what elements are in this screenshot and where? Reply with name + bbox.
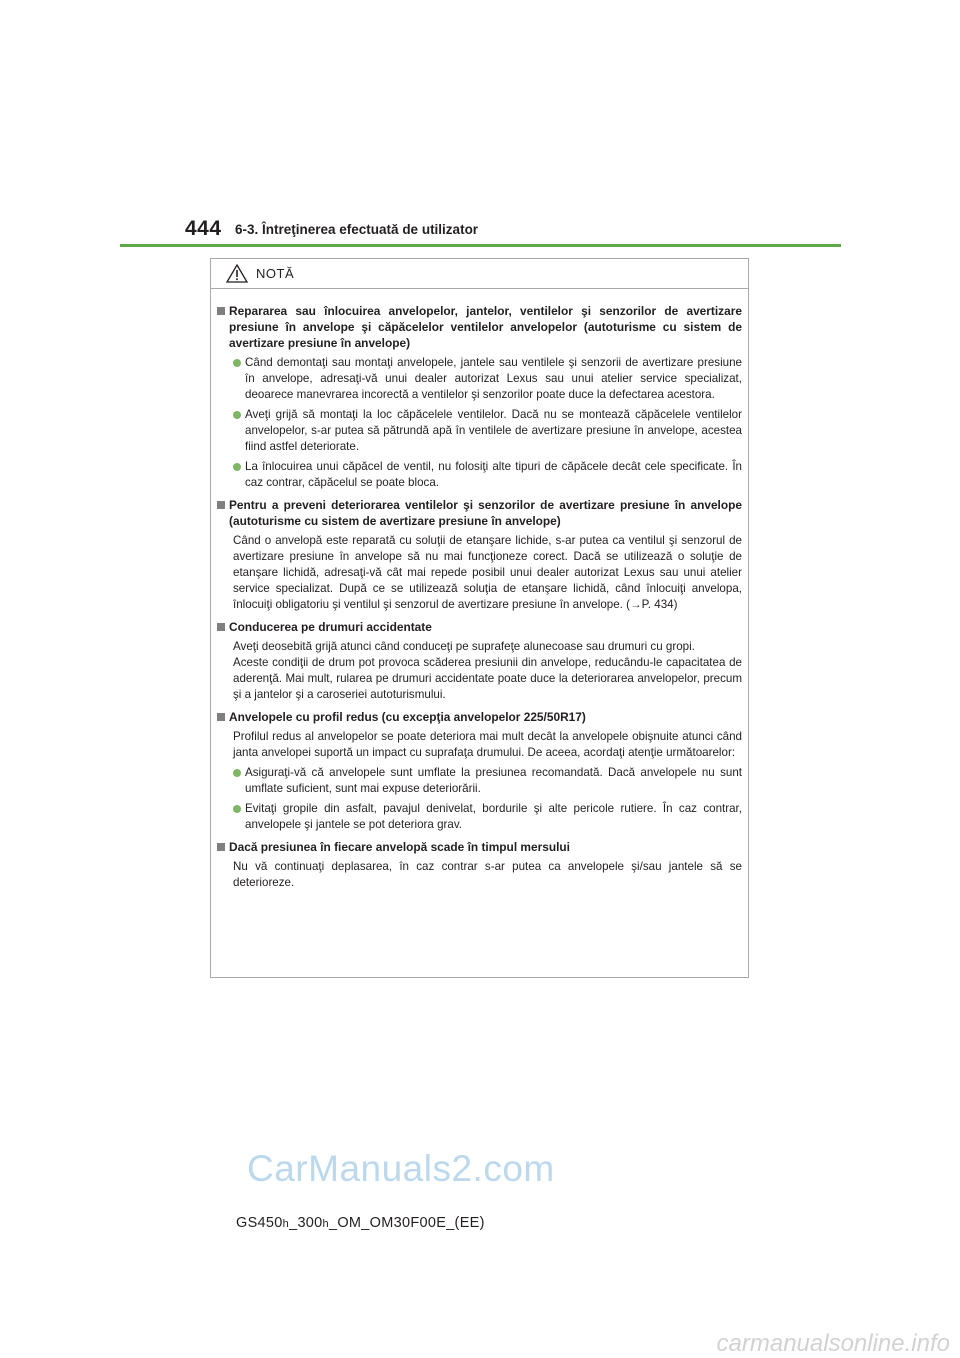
bullet-text: Când demontaţi sau montaţi anvelopele, jantele sau ventilele şi senzorii de avertizare presiune în anvelope, adresaţi-vă unui dealer autorizat Lexus sau unui atelier service specializat, deoarece manevrarea incorectă a ventilelor şi senzorilor poate duce la defectarea acestora.	[245, 356, 742, 401]
section-heading	[217, 619, 742, 635]
section-heading	[217, 709, 742, 725]
footer-code-h2: h	[322, 1218, 329, 1230]
round-bullet-icon	[233, 769, 241, 777]
section-heading-text: Conducerea pe drumuri accidentate	[229, 620, 432, 634]
round-bullet-icon	[233, 805, 241, 813]
section-heading-text: Repararea sau înlocuirea anvelopelor, jantelor, ventilelor şi senzorilor de avertizare presiune în anvelope şi căpăcelelor ventilelor anvelopelor (autoturisme cu sistem de avertizare presiune în anvelope)	[229, 304, 742, 350]
bullet-item	[233, 355, 742, 403]
notice-box	[210, 258, 749, 978]
bullet-item	[233, 459, 742, 491]
footer-code-prefix: GS450	[236, 1215, 283, 1231]
bullet-text: Aveţi grijă să montaţi la loc căpăcelele ventilelor. Dacă nu se montează căpăcelele ventilelor anvelopelor, s-ar putea să pătrundă apă în ventilele de avertizare presiune în anvelope, acestea fiind astfel deteriorate.	[245, 408, 742, 453]
square-bullet-icon	[217, 623, 225, 631]
square-bullet-icon	[217, 501, 225, 509]
page-number: 444	[185, 217, 222, 240]
notice-header	[211, 259, 748, 289]
section-paragraph: Aceste condiţii de drum pot provoca scăderea presiunii din anvelope, reducându-le capacitatea de aderenţă. Mai mult, rularea pe drumuri accidentate poate duce la deteriorarea anvelopelor, precum şi a jantelor şi a caroseriei autoturismului.	[233, 656, 742, 701]
section-heading-text: Pentru a preveni deteriorarea ventilelor şi senzorilor de avertizare presiune în anvelope (autoturisme cu sistem de avertizare presiune în anvelope)	[229, 498, 742, 528]
square-bullet-icon	[217, 713, 225, 721]
notice-body	[211, 289, 748, 891]
notice-section	[217, 839, 742, 891]
square-bullet-icon	[217, 307, 225, 315]
round-bullet-icon	[233, 463, 241, 471]
watermark-main: CarManuals2.com	[247, 1148, 555, 1189]
warning-triangle-icon	[226, 264, 248, 283]
square-bullet-icon	[217, 843, 225, 851]
section-heading-text: Dacă presiunea în fiecare anvelopă scade în timpul mersului	[229, 840, 570, 854]
bullet-item	[233, 801, 742, 833]
notice-section	[217, 303, 742, 491]
watermark-bottom: carmanualsonline.info	[716, 1330, 950, 1357]
footer-code-h1: h	[282, 1218, 290, 1230]
round-bullet-icon	[233, 411, 241, 419]
bullet-list	[217, 355, 742, 491]
bullet-text: Evitaţi gropile din asfalt, pavajul denivelat, bordurile şi alte pericole rutiere. În caz contrar, anvelopele şi jantele se pot deteriora grav.	[245, 802, 742, 831]
bullet-list	[217, 765, 742, 833]
section-paragraph: Profilul redus al anvelopelor se poate deteriora mai mult decât la anvelopele obişnuite atunci când janta anvelopei suportă un impact cu suprafaţa drumului. De aceea, acordaţi atenţie următoarelor:	[233, 730, 742, 759]
section-paragraph: Nu vă continuaţi deplasarea, în caz contrar s-ar putea ca anvelopele şi/sau jantele să se deterioreze.	[233, 860, 742, 889]
section-heading	[217, 497, 742, 529]
bullet-item	[233, 765, 742, 797]
bullet-text: La înlocuirea unui căpăcel de ventil, nu folosiţi alte tipuri de căpăcele decât cele specificate. În caz contrar, căpăcelul se poate bloca.	[245, 460, 742, 489]
footer-code-suffix: _OM_OM30F00E_(EE)	[328, 1215, 485, 1231]
section-heading	[217, 303, 742, 351]
round-bullet-icon	[233, 359, 241, 367]
section-heading	[217, 839, 742, 855]
notice-section	[217, 709, 742, 833]
section-heading-text: Anvelopele cu profil redus (cu excepţia anvelopelor 225/50R17)	[229, 710, 586, 724]
notice-section	[217, 497, 742, 613]
bullet-item	[233, 407, 742, 455]
footer-code-mid: _300	[289, 1215, 323, 1231]
section-paragraph: Când o anvelopă este reparată cu soluţii de etanşare lichide, s-ar putea ca ventilul şi senzorul de avertizare presiune în anvelope să nu mai funcţioneze corect. Dacă se utilizează o soluţie de etanşare lichidă, adresaţi-vă cât mai repede posibil unui dealer autorizat Lexus sau unui atelier service specializat. După ce se utilizează soluţia de etanşare lichidă, când înlocuiţi anvelopa, înlocuiţi obligatoriu şi ventilul şi senzorul de avertizare presiune în anvelope. (→P. 434)	[233, 534, 742, 611]
notice-title: NOTĂ	[256, 266, 295, 281]
section-title: 6-3. Întreţinerea efectuată de utilizator	[235, 222, 479, 237]
footer-code	[236, 1215, 485, 1231]
notice-section	[217, 619, 742, 703]
bullet-text: Asiguraţi-vă că anvelopele sunt umflate la presiunea recomandată. Dacă anvelopele nu sunt umflate suficient, sunt mai expuse deteriorării.	[245, 766, 742, 795]
section-paragraph: Aveţi deosebită grijă atunci când conduceţi pe suprafeţe alunecoase sau drumuri cu gropi.	[233, 640, 695, 653]
header-rule	[120, 244, 841, 247]
